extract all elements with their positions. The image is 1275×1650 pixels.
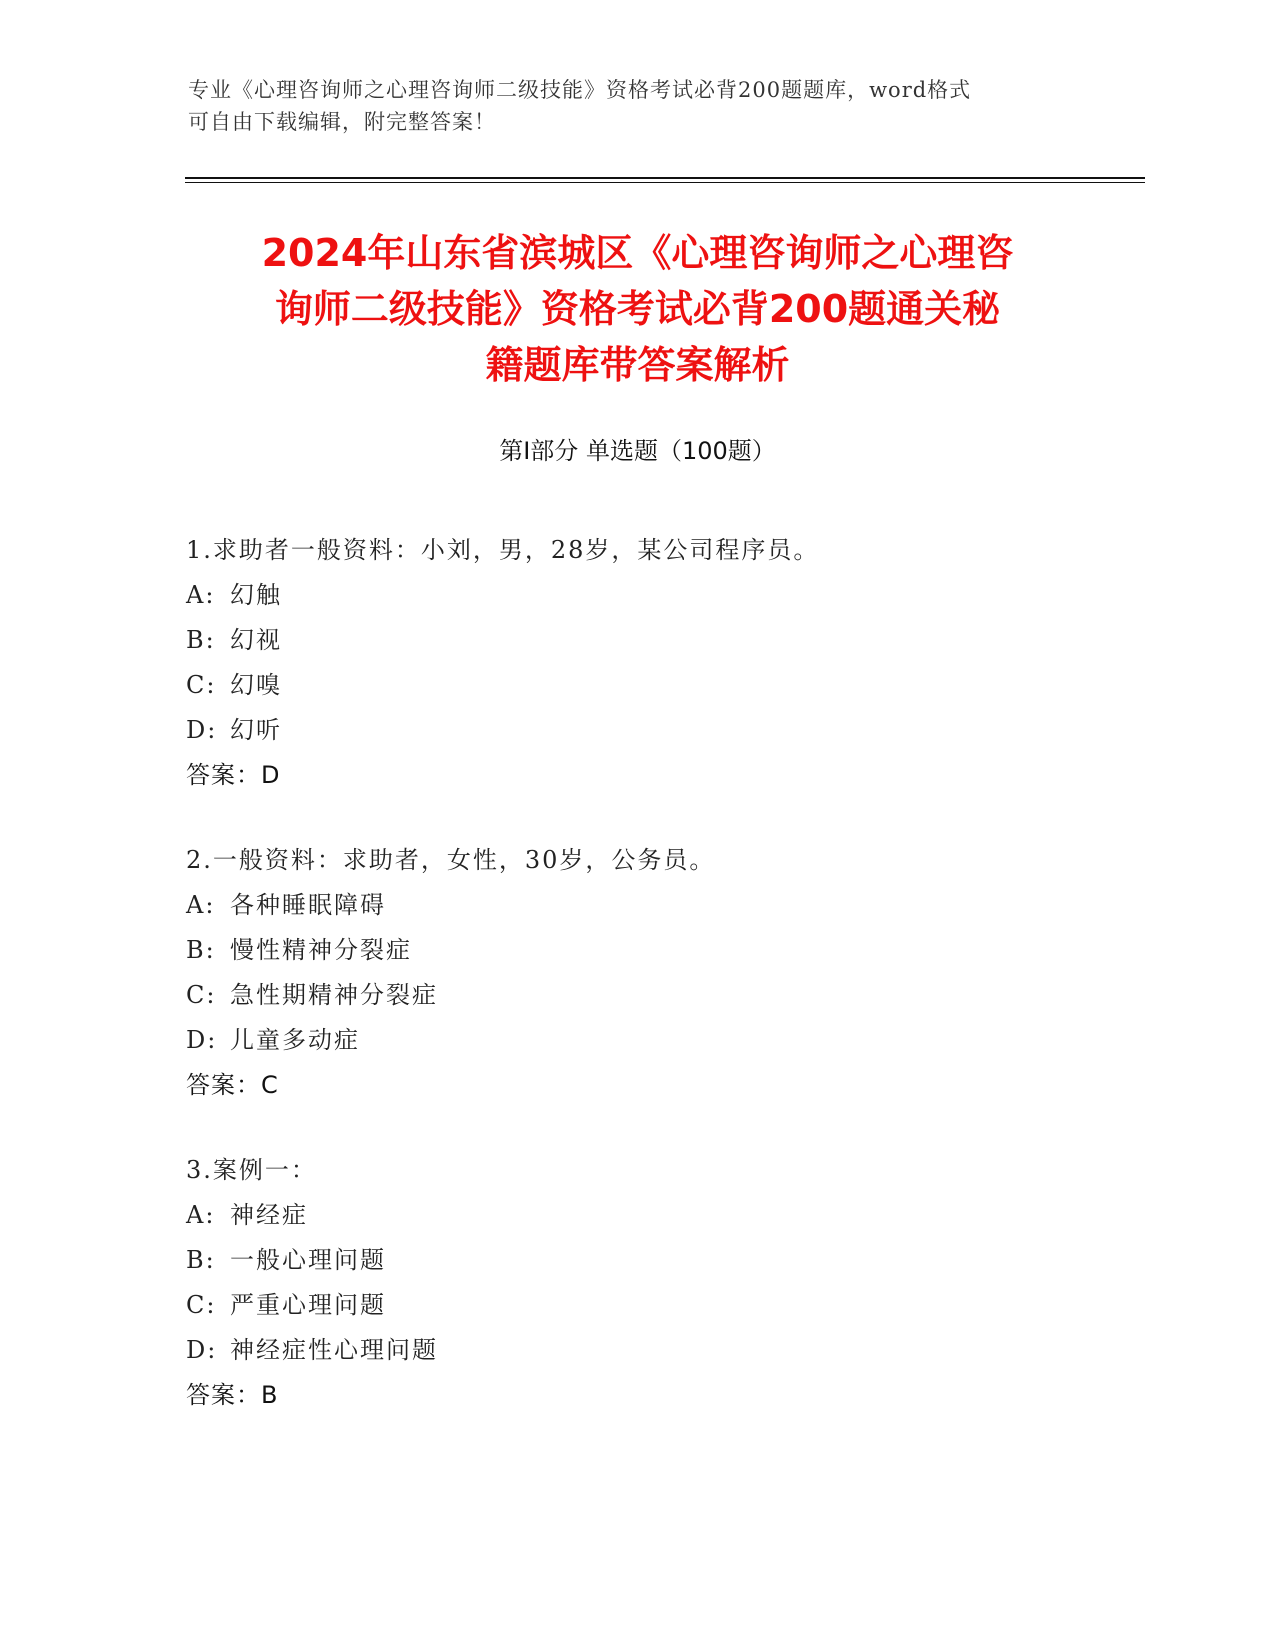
option-letter: B: xyxy=(186,1246,216,1274)
option-d xyxy=(186,1018,1136,1063)
option-a xyxy=(186,1193,1136,1238)
option-text: 幻视 xyxy=(230,626,282,654)
option-letter: A: xyxy=(186,1201,216,1229)
option-d xyxy=(186,708,1136,753)
question-2 xyxy=(186,838,1136,1108)
option-text: 神经症 xyxy=(230,1201,308,1229)
option-c xyxy=(186,973,1136,1018)
option-letter: A: xyxy=(186,581,216,609)
header-divider-thin xyxy=(185,182,1145,183)
question-1 xyxy=(186,528,1136,798)
option-b xyxy=(186,1238,1136,1283)
question-stem: 2.一般资料：求助者，女性，30岁，公务员。 xyxy=(186,846,716,874)
question-stem: 1.求助者一般资料：小刘，男，28岁，某公司程序员。 xyxy=(186,536,820,564)
header-note-line-2: 可自由下载编辑，附完整答案！ xyxy=(188,110,496,134)
document-title-line-2: 询师二级技能》资格考试必背200题通关秘 xyxy=(274,287,1001,331)
option-letter: C: xyxy=(186,671,217,699)
option-text: 急性期精神分裂症 xyxy=(230,981,438,1009)
option-text: 幻听 xyxy=(230,716,282,744)
option-text: 慢性精神分裂症 xyxy=(230,936,412,964)
header-divider-thick xyxy=(185,177,1145,179)
option-text: 各种睡眠障碍 xyxy=(230,891,386,919)
option-letter: B: xyxy=(186,626,216,654)
answer-line: 答案：B xyxy=(186,1381,279,1409)
option-letter: D: xyxy=(186,1026,218,1054)
option-letter: B: xyxy=(186,936,216,964)
document-title-line-1: 2024年山东省滨城区《心理咨询师之心理咨 xyxy=(261,231,1014,275)
question-stem: 3.案例一： xyxy=(186,1156,317,1184)
question-list xyxy=(186,528,1136,1458)
option-a xyxy=(186,573,1136,618)
question-3 xyxy=(186,1148,1136,1418)
section-heading: 第Ⅰ部分 单选题（100题） xyxy=(499,437,776,465)
option-text: 严重心理问题 xyxy=(230,1291,386,1319)
option-letter: A: xyxy=(186,891,216,919)
option-a xyxy=(186,883,1136,928)
option-letter: C: xyxy=(186,1291,217,1319)
option-d xyxy=(186,1328,1136,1373)
answer-line: 答案：C xyxy=(186,1071,279,1099)
option-letter: C: xyxy=(186,981,217,1009)
option-text: 一般心理问题 xyxy=(230,1246,386,1274)
answer-line: 答案：D xyxy=(186,761,281,789)
option-letter: D: xyxy=(186,716,218,744)
option-text: 神经症性心理问题 xyxy=(230,1336,438,1364)
header-note-line-1: 专业《心理咨询师之心理咨询师二级技能》资格考试必背200题题库，word格式 xyxy=(188,78,972,102)
option-text: 幻触 xyxy=(230,581,282,609)
document-title-line-3: 籍题库带答案解析 xyxy=(485,343,790,387)
option-text: 儿童多动症 xyxy=(230,1026,360,1054)
document-title xyxy=(150,225,1125,393)
option-c xyxy=(186,1283,1136,1328)
header-note xyxy=(188,74,1068,138)
option-b xyxy=(186,928,1136,973)
option-b xyxy=(186,618,1136,663)
option-letter: D: xyxy=(186,1336,218,1364)
option-c xyxy=(186,663,1136,708)
option-text: 幻嗅 xyxy=(230,671,282,699)
